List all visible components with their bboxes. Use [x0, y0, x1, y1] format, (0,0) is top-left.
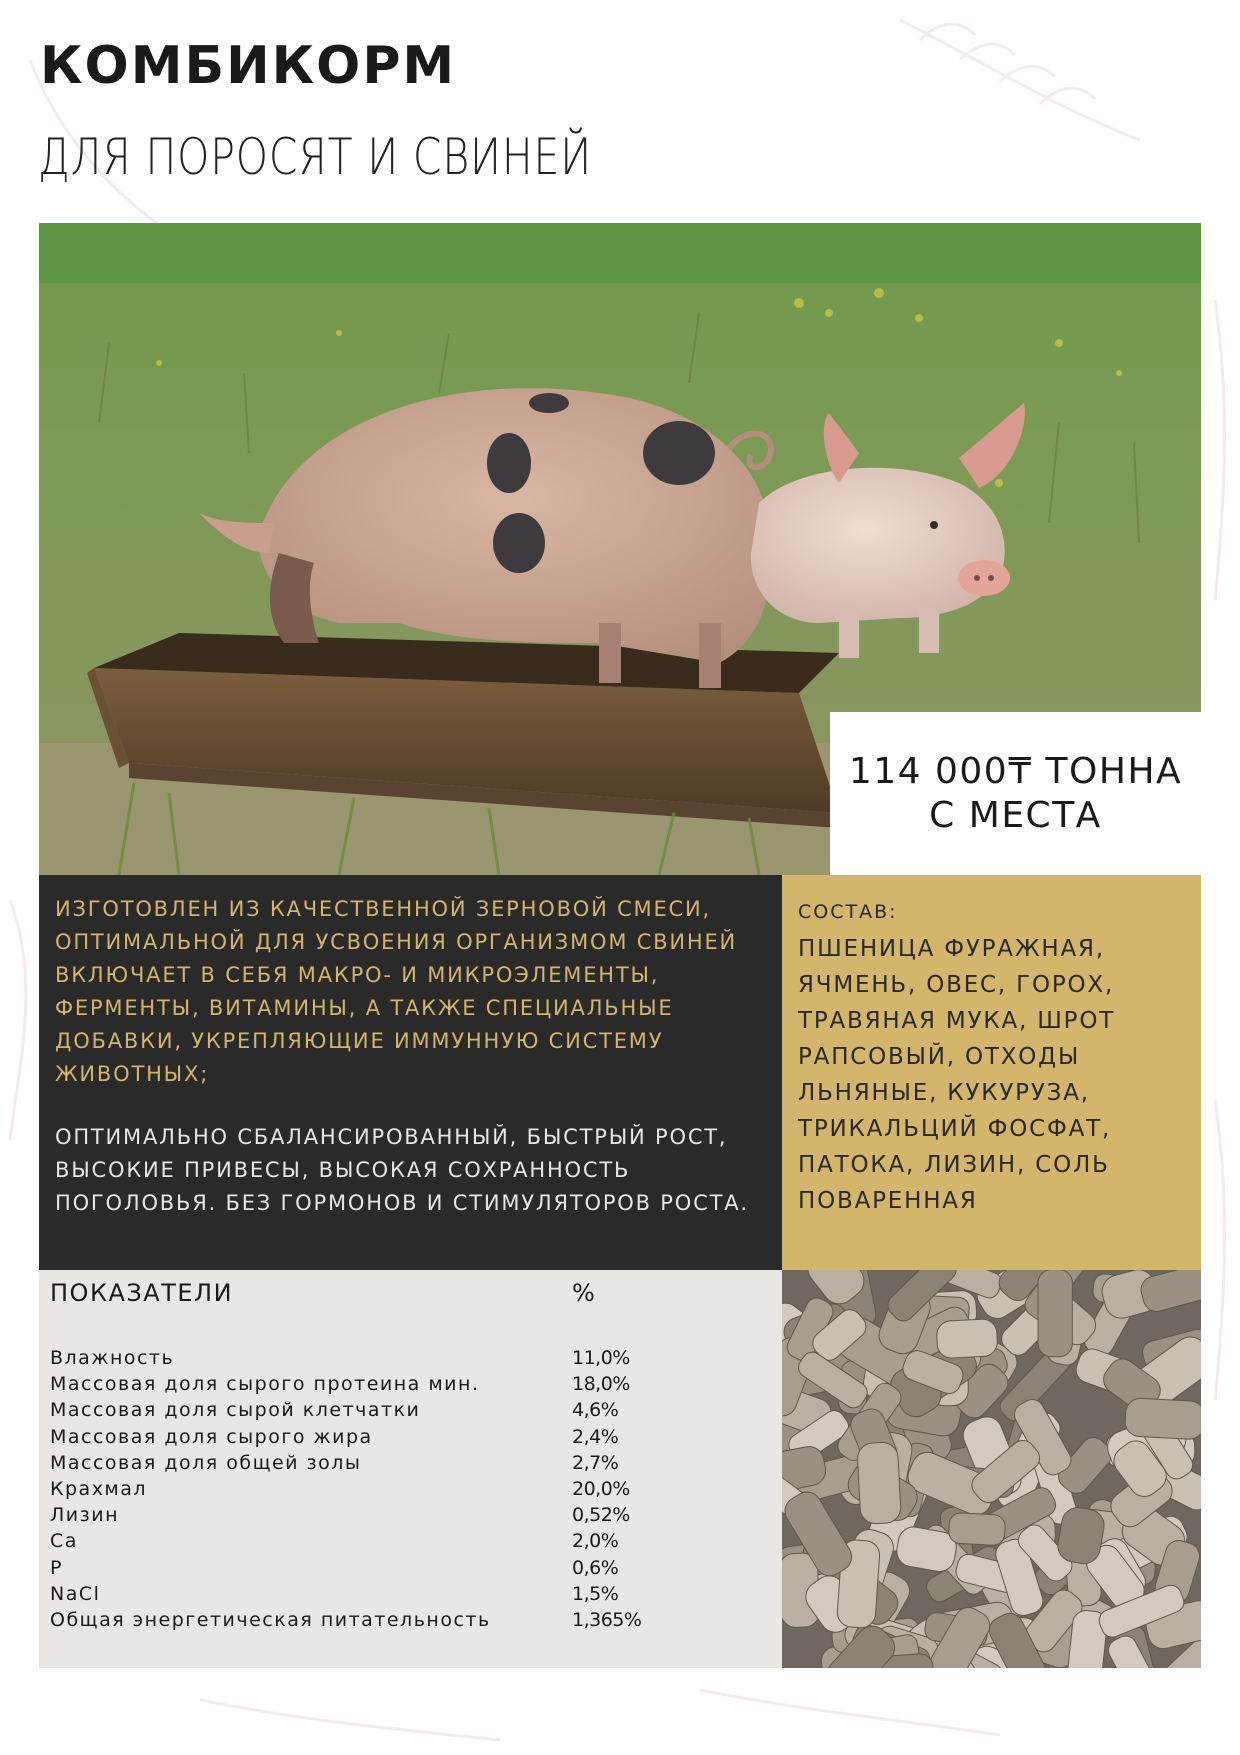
row-value: 0,6% — [572, 1556, 619, 1579]
table-rows — [50, 1345, 750, 1633]
row-value: 0,52% — [572, 1504, 630, 1527]
description-paragraph-main: ИЗГОТОВЛЕН ИЗ КАЧЕСТВЕННОЙ ЗЕРНОВОЙ СМЕСИ, ОПТИМАЛЬНОЙ ДЛЯ УСВОЕНИЯ ОРГАНИЗМОМ СВИНЕЙ ВКЛЮЧАЕТ В СЕБЯ МАКРО- И МИКРОЭЛЕМЕНТЫ, ФЕРМЕНТЫ, ВИТАМИНЫ, А ТАКЖЕ СПЕЦИАЛЬНЫЕ ДОБАВКИ, УКРЕПЛЯЮЩИЕ ИММУННУЮ СИСТЕМУ ЖИВОТНЫХ; — [55, 897, 738, 1086]
description-panel — [39, 875, 782, 1270]
table-row — [50, 1371, 750, 1397]
row-name: NaCl — [50, 1582, 101, 1605]
table-row — [50, 1424, 750, 1450]
table-header-name: ПОКАЗАТЕЛИ — [50, 1279, 234, 1307]
product-subtitle: ДЛЯ ПОРОСЯТ И СВИНЕЙ — [38, 128, 592, 186]
row-value: 1,5% — [572, 1582, 619, 1605]
table-row — [50, 1555, 750, 1581]
composition-title: СОСТАВ: — [798, 901, 898, 923]
row-name: Массовая доля общей золы — [50, 1451, 362, 1474]
row-name: Общая энергетическая питательность — [50, 1608, 491, 1631]
table-row — [50, 1345, 750, 1371]
row-value: 4,6% — [572, 1399, 619, 1422]
price-box — [830, 712, 1201, 875]
table-row — [50, 1581, 750, 1607]
table-header-value: % — [572, 1279, 597, 1307]
row-value: 1,365% — [572, 1608, 642, 1631]
table-row — [50, 1397, 750, 1423]
price-terms: С МЕСТА — [929, 794, 1102, 836]
row-name: Массовая доля сырой клетчатки — [50, 1399, 421, 1422]
composition-panel — [782, 875, 1201, 1270]
composition-text: ПШЕНИЦА ФУРАЖНАЯ, ЯЧМЕНЬ, ОВЕС, ГОРОХ, ТРАВЯНАЯ МУКА, ШРОТ РАПСОВЫЙ, ОТХОДЫ ЛЬНЯНЫЕ, КУКУРУЗА, ТРИКАЛЬЦИЙ ФОСФАТ, ПАТОКА, ЛИЗИН, СОЛЬ ПОВАРЕННАЯ — [798, 936, 1116, 1214]
table-row — [50, 1502, 750, 1528]
row-value: 20,0% — [572, 1478, 630, 1501]
description-paragraph-benefits: ОПТИМАЛЬНО СБАЛАНСИРОВАННЫЙ, БЫСТРЫЙ РОСТ, ВЫСОКИЕ ПРИВЕСЫ, ВЫСОКАЯ СОХРАННОСТЬ ПОГОЛОВЬЯ. БЕЗ ГОРМОНОВ И СТИМУЛЯТОРОВ РОСТА. — [55, 1125, 749, 1215]
row-value: 11,0% — [572, 1347, 630, 1370]
feed-pellets-photo — [782, 1270, 1201, 1668]
row-value: 2,4% — [572, 1425, 619, 1448]
table-row — [50, 1607, 750, 1633]
product-title: КОМБИКОРМ — [40, 36, 457, 96]
row-name: Массовая доля сырого протеина мин. — [50, 1373, 480, 1396]
row-value: 2,0% — [572, 1530, 619, 1553]
table-row — [50, 1450, 750, 1476]
row-value: 2,7% — [572, 1451, 619, 1474]
row-name: P — [50, 1556, 63, 1579]
table-row — [50, 1476, 750, 1502]
row-name: Ca — [50, 1530, 78, 1553]
row-name: Массовая доля сырого жира — [50, 1425, 373, 1448]
row-value: 18,0% — [572, 1373, 630, 1396]
table-row — [50, 1528, 750, 1554]
price-value: 114 000₸ ТОННА — [848, 750, 1183, 792]
row-name: Лизин — [50, 1504, 120, 1527]
row-name: Влажность — [50, 1347, 175, 1370]
row-name: Крахмал — [50, 1478, 148, 1501]
